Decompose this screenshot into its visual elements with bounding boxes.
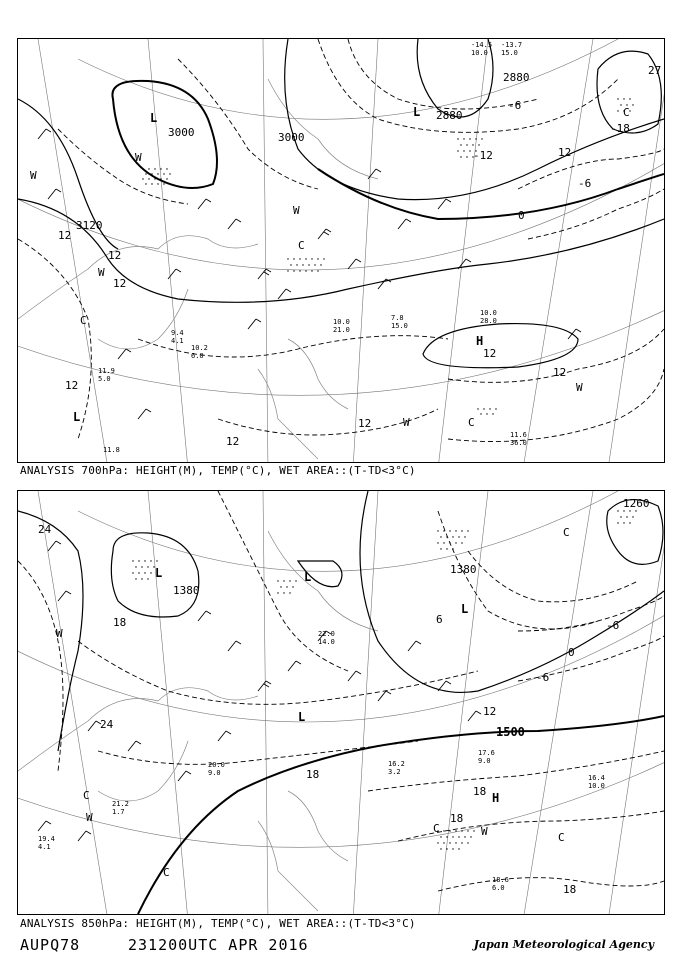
meridian-line [263,39,268,462]
cold-center-marker: C [623,106,630,119]
wind-barb [198,199,211,209]
wet-area-stipple [132,510,636,849]
wind-barb [38,129,51,139]
coastline [288,791,348,861]
isotherm-label: 18 [563,883,577,896]
obs-label: -14.5 [471,41,493,49]
meridian-line [438,39,488,462]
isotherm-label: 12 [108,249,122,262]
height-contours [18,491,664,914]
obs-label: 19.4 [38,835,55,843]
wet-area [437,530,468,549]
isotherm [318,39,618,132]
isotherm-label: 12 [58,229,72,242]
warm-center-marker: W [576,381,583,394]
wind-barb [78,831,91,841]
isotherm-label: -6 [536,671,550,684]
obs-label: 4.1 [171,337,184,345]
obs-label: 21.2 [112,800,129,808]
obs-label: 10.0 [588,782,605,790]
obs-label: 17.6 [478,749,495,757]
low-center-marker: L [150,111,158,125]
map-850hpa-canvas [18,491,664,914]
isotherm [438,878,664,891]
isotherm-label: 24 [100,718,114,731]
parallel-line [78,491,618,571]
obs-label: 16.4 [588,774,605,782]
obs-label: 7.8 [391,314,404,322]
warm-center-marker: W [98,266,105,279]
product-code: AUPQ78 [20,936,81,954]
wet-area [477,408,496,414]
isotherm-label: 12 [358,417,372,430]
isotherm-label: 0 [518,209,525,222]
isotherm [18,239,91,439]
meridian-line [263,491,268,914]
obs-label: 15.0 [391,322,408,330]
wind-barbs [38,541,481,841]
map-panel-700hpa [17,38,665,463]
isotherm-label: -12 [473,149,493,162]
height-label: 2880 [436,109,463,122]
obs-label: 1.7 [112,808,125,816]
cold-center-marker: C [468,416,475,429]
wind-barb [118,349,131,359]
agency-name: Japan Meteorological Agency [473,938,654,951]
height-contour [18,511,83,751]
cold-center-marker: C [298,239,305,252]
height-contour [360,491,664,692]
meridian-line [438,491,488,914]
warm-center-marker: W [56,627,63,640]
valid-time: 231200UTC APR 2016 [128,936,309,954]
wind-barbs [38,129,581,419]
wet-area [277,580,296,593]
obs-label: 22.0 [318,630,335,638]
low-center-marker: L [304,570,312,584]
obs-label: 9.0 [208,769,221,777]
wind-barb [408,641,421,651]
graticule [18,491,664,914]
meridian-line [38,39,108,462]
low-center-marker: L [298,710,306,724]
isotherm [368,751,664,791]
wind-barb [178,771,191,781]
wind-barb [228,641,241,651]
obs-label: 18.6 [492,876,509,884]
wind-barb [568,329,581,339]
isotherm [78,641,478,704]
obs-label: 20.0 [208,761,225,769]
meridian-line [353,491,378,914]
meridian-line [523,39,593,462]
isotherm-label: 18 [306,768,320,781]
isotherm-label: 12 [226,435,240,448]
wet-area [617,510,636,523]
meridian-line [353,39,378,462]
isotherm-label: 12 [558,146,572,159]
parallel-line [78,39,618,119]
cold-center-marker: C [163,866,170,879]
wind-barb [348,671,361,681]
wind-barb [38,821,51,831]
height-label: 1380 [450,563,477,576]
obs-label: 6.0 [492,884,505,892]
height-label: 2880 [503,71,530,84]
isotherm-label: -6 [606,619,620,632]
obs-label: 11.9 [98,367,115,375]
isotherm [448,369,664,442]
obs-label: 9.4 [171,329,184,337]
isotherm-label: 18 [473,785,487,798]
height-label: 1380 [173,584,200,597]
cold-center-marker: C [80,314,87,327]
wind-barb [138,409,151,419]
isotherm [178,59,318,189]
isotherm-label: 18 [450,812,464,825]
isotherm [98,741,418,764]
wind-barb [278,289,291,299]
obs-label: 15.0 [501,49,518,57]
obs-label: 36.0 [510,439,527,447]
map-panel-850hpa [17,490,665,915]
obs-label: -13.7 [501,41,523,49]
wind-barb [218,731,231,741]
coastline [268,79,378,179]
isotherm-label: -18 [610,122,630,135]
wind-barb [378,691,391,701]
coastline [98,741,188,801]
coastline [18,236,258,319]
wet-area [437,830,474,849]
isotherm-label: 12 [113,277,127,290]
obs-label: 5.0 [98,375,111,383]
cold-center-marker: C [433,822,440,835]
isotherm-label: 6 [436,613,443,626]
wind-barb [58,591,71,601]
isotherm-label: -6 [578,177,592,190]
coastline [18,688,258,771]
obs-label: 14.0 [318,638,335,646]
obs-label: 11.6 [510,431,527,439]
isotherm-label: 12 [553,366,567,379]
height-contour-thick [138,716,664,914]
obs-label: 21.0 [333,326,350,334]
obs-label: 3.2 [388,768,401,776]
obs-label: 10.0 [471,49,488,57]
isotherm-label: 12 [65,379,79,392]
panel-caption-700hpa: ANALYSIS 700hPa: HEIGHT(M), TEMP(°C), WET AREA::(T-TD<3°C) [20,464,416,477]
coastlines [18,79,378,459]
low-center-marker: L [155,566,163,580]
isotherm-label: 12 [483,705,497,718]
wet-area [132,560,157,579]
warm-center-marker: W [30,169,37,182]
cold-center-marker: C [563,526,570,539]
height-label: 1500 [496,725,525,739]
obs-label: 16.2 [388,760,405,768]
cold-center-marker: C [558,831,565,844]
high-center-marker: H [476,334,484,348]
wind-barb [378,279,391,289]
warm-center-marker: W [403,416,410,429]
warm-center-marker: W [293,204,300,217]
wind-barb [438,199,451,209]
low-center-marker: L [461,602,469,616]
isotherm [18,561,63,771]
isotherms [18,39,664,442]
obs-label: 6.0 [191,352,204,360]
obs-label: 10.2 [191,344,208,352]
height-contour-closed-high [423,324,578,368]
isotherm [138,336,448,357]
map-700hpa-canvas [18,39,664,462]
wind-barb [288,661,301,671]
wind-barb [258,681,271,691]
warm-center-marker: W [86,811,93,824]
wind-barb [128,741,141,751]
low-center-marker: L [73,410,81,424]
height-label: 3000 [168,126,195,139]
isotherm-label: 0 [568,646,575,659]
isotherm-label: 24 [38,523,52,536]
isotherm-label: -6 [508,99,522,112]
wind-barb [258,269,271,279]
low-center-marker: L [413,105,421,119]
wind-barb [228,219,241,229]
warm-center-marker: W [135,151,142,164]
wind-barb [198,611,211,621]
height-label: 1260 [623,497,650,510]
obs-label: 28.0 [480,317,497,325]
obs-label: 4.1 [38,843,51,851]
high-center-marker: H [492,791,500,805]
height-label: 3120 [76,219,103,232]
wind-barb [398,219,411,229]
obs-label: 10.0 [480,309,497,317]
wind-barb [468,711,481,721]
warm-center-marker: W [481,825,488,838]
cold-center-marker: C [83,789,90,802]
wind-barb [318,229,331,239]
wind-barb [248,319,261,329]
wind-barb [48,189,61,199]
height-label: 3000 [278,131,305,144]
obs-label: 9.0 [478,757,491,765]
obs-label: 10.0 [333,318,350,326]
isotherm [468,551,638,602]
height-contour-closed-low [112,81,217,188]
isotherm-label: 27 [648,64,662,77]
obs-label: 11.8 [103,446,120,454]
meridian-line [523,491,593,914]
panel-caption-850hpa: ANALYSIS 850hPa: HEIGHT(M), TEMP(°C), WET AREA::(T-TD<3°C) [20,917,416,930]
isotherm-label: 12 [483,347,497,360]
isotherm-label: 18 [113,616,127,629]
wind-barb [48,541,61,551]
